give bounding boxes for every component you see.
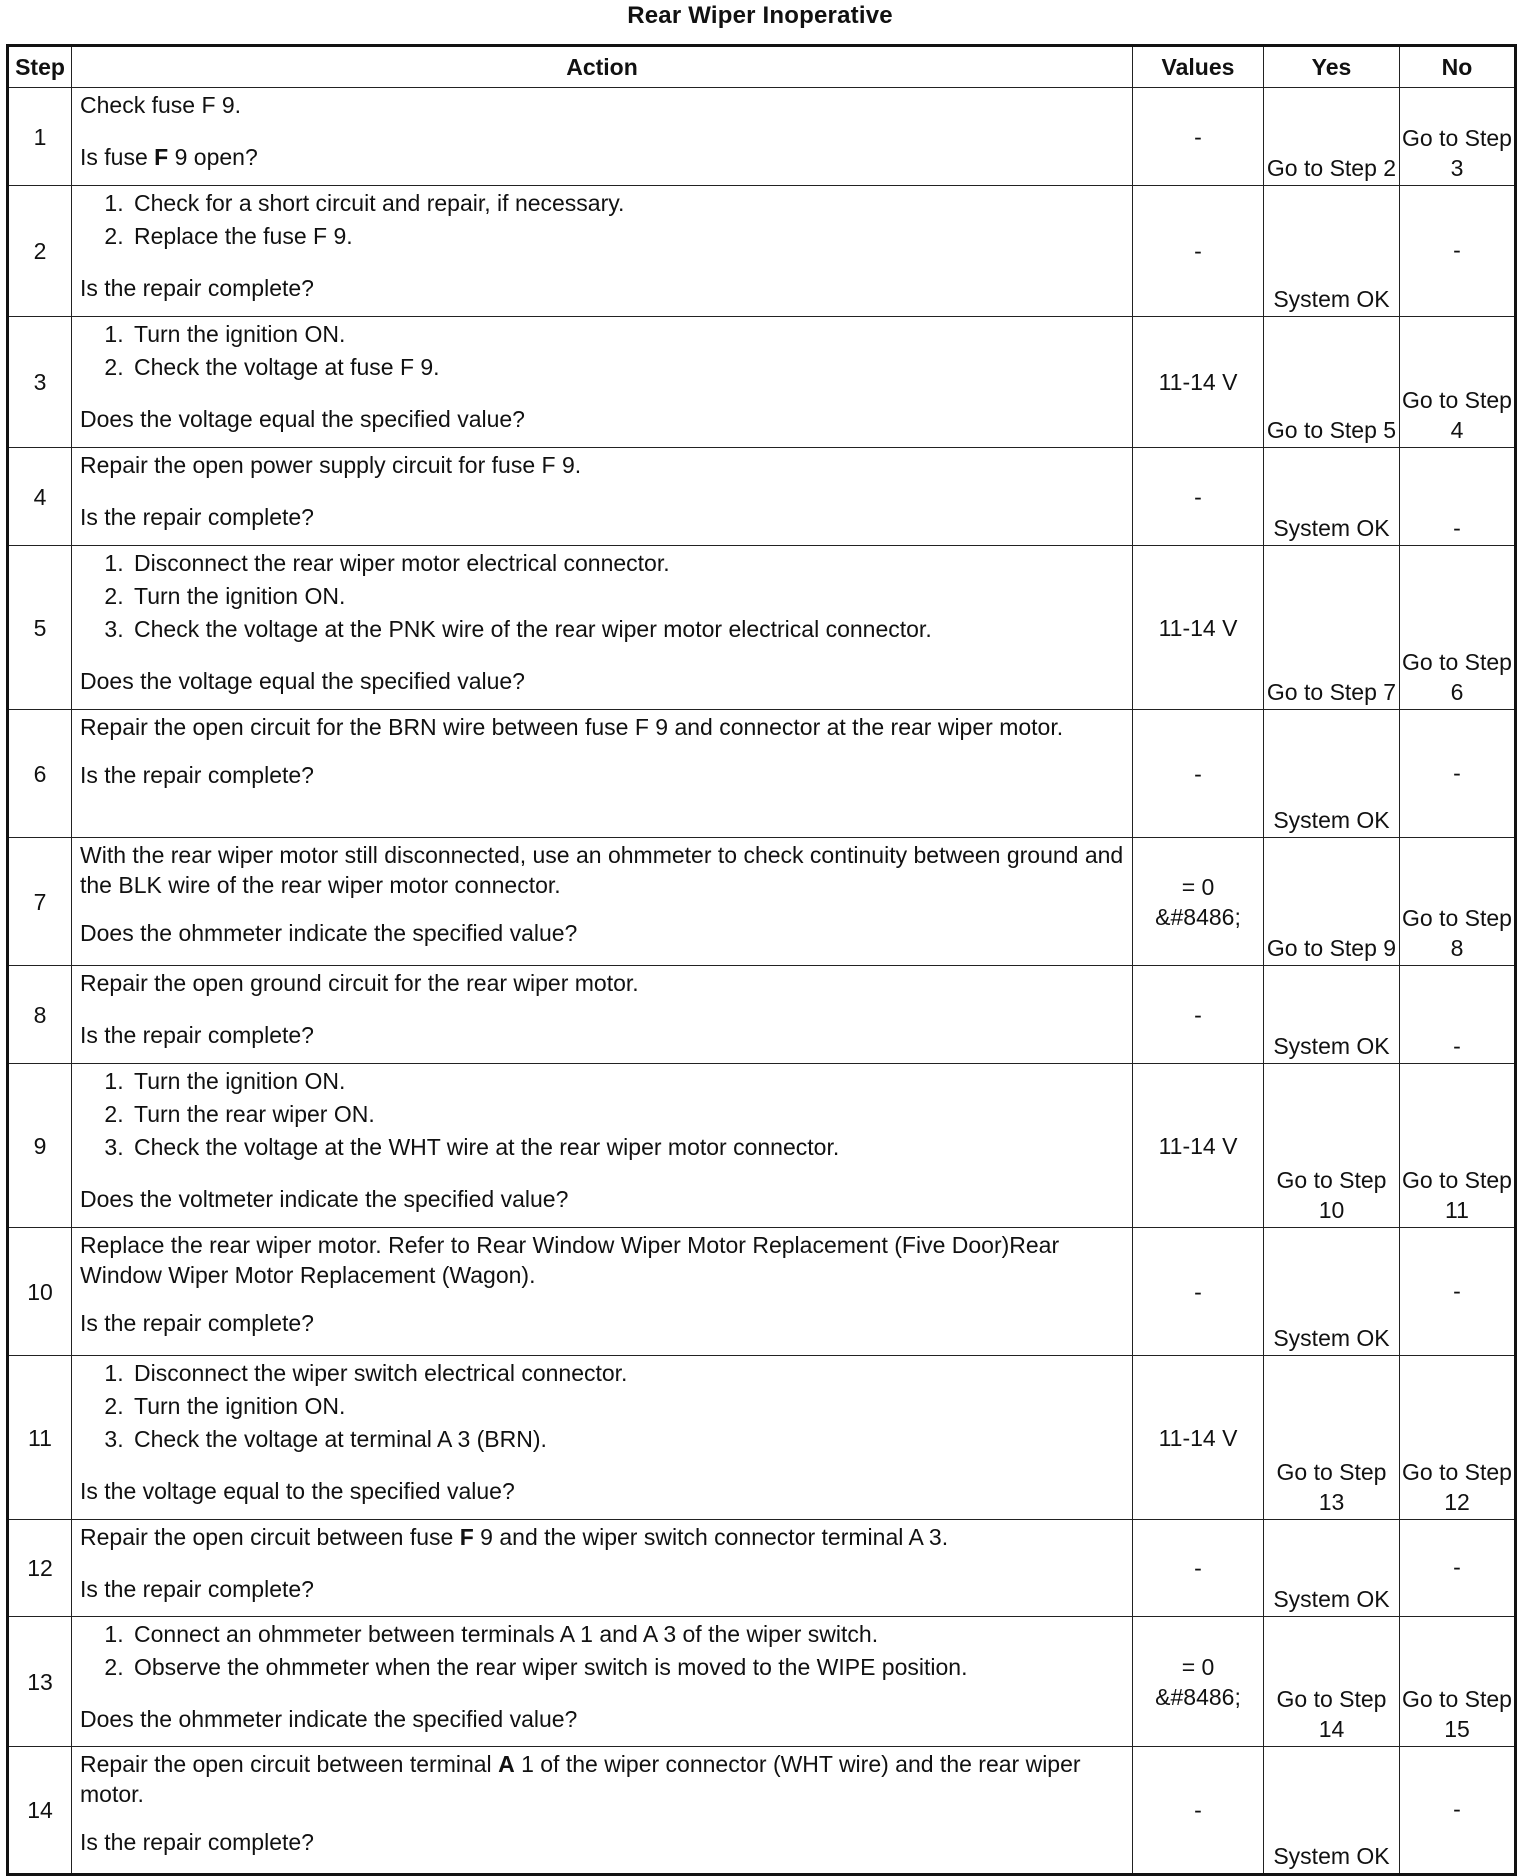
list-item: 2. Turn the ignition ON. xyxy=(130,1391,1126,1421)
values-cell xyxy=(1133,1617,1264,1747)
values-cell: - xyxy=(1133,966,1264,1064)
action-question: Is the repair complete? xyxy=(80,1829,314,1855)
action-text: Repair the open circuit for the BRN wire between fuse F 9 and connector at the rear wiper motor. xyxy=(80,714,1064,740)
table-row xyxy=(8,317,1516,448)
action-cell xyxy=(72,710,1133,838)
step-number: 12 xyxy=(8,1520,72,1617)
list-item: 1. Check for a short circuit and repair, if necessary. xyxy=(130,188,1126,218)
values-line: = 0 xyxy=(1181,873,1215,900)
no-cell: Go to Step 12 xyxy=(1400,1356,1516,1520)
yes-cell: System OK xyxy=(1264,710,1400,838)
yes-cell: Go to Step 10 xyxy=(1264,1064,1400,1228)
step-number: 1 xyxy=(8,88,72,186)
action-list xyxy=(80,1619,1126,1682)
no-cell: Go to Step 3 xyxy=(1400,88,1516,186)
list-item: 3. Check the voltage at terminal A 3 (BRN). xyxy=(130,1424,1126,1454)
action-cell xyxy=(72,838,1133,966)
values-cell: - xyxy=(1133,710,1264,838)
table-row xyxy=(8,1617,1516,1747)
table-row xyxy=(8,1228,1516,1356)
step-number: 6 xyxy=(8,710,72,838)
action-text: Repair the open circuit between terminal A 1 of the wiper connector (WHT wire) and the rear wiper motor. xyxy=(80,1751,1081,1807)
yes-cell: Go to Step 13 xyxy=(1264,1356,1400,1520)
action-list xyxy=(80,1358,1126,1454)
action-cell xyxy=(72,966,1133,1064)
action-list xyxy=(80,319,1126,382)
list-item: 2. Turn the rear wiper ON. xyxy=(130,1099,1126,1129)
action-question: Does the ohmmeter indicate the specified value? xyxy=(80,920,578,946)
values-cell: 11-14 V xyxy=(1133,546,1264,710)
step-number: 5 xyxy=(8,546,72,710)
yes-cell: Go to Step 9 xyxy=(1264,838,1400,966)
values-cell: - xyxy=(1133,88,1264,186)
table-row xyxy=(8,1747,1516,1875)
step-number: 2 xyxy=(8,186,72,317)
action-question: Is the repair complete? xyxy=(80,762,314,788)
yes-cell: System OK xyxy=(1264,1747,1400,1875)
list-item: 3. Check the voltage at the WHT wire at the rear wiper motor connector. xyxy=(130,1132,1126,1162)
yes-cell: System OK xyxy=(1264,1520,1400,1617)
no-cell: - xyxy=(1400,448,1516,546)
values-cell: - xyxy=(1133,1747,1264,1875)
action-text: With the rear wiper motor still disconnected, use an ohmmeter to check continuity between ground and the BLK wire of the rear wiper motor connector. xyxy=(80,842,1124,898)
action-text: Repair the open ground circuit for the rear wiper motor. xyxy=(80,970,639,996)
table-row xyxy=(8,710,1516,838)
header-no: No xyxy=(1400,46,1516,88)
step-number: 14 xyxy=(8,1747,72,1875)
step-number: 11 xyxy=(8,1356,72,1520)
list-item: 1. Disconnect the wiper switch electrical connector. xyxy=(130,1358,1126,1388)
table-row xyxy=(8,448,1516,546)
yes-cell: Go to Step 14 xyxy=(1264,1617,1400,1747)
list-item: 2. Observe the ohmmeter when the rear wiper switch is moved to the WIPE position. xyxy=(130,1652,1126,1682)
action-text: Repair the open circuit between fuse F 9 and the wiper switch connector terminal A 3. xyxy=(80,1524,949,1550)
yes-cell: Go to Step 2 xyxy=(1264,88,1400,186)
diagnostic-table xyxy=(6,44,1517,1876)
step-number: 3 xyxy=(8,317,72,448)
action-cell xyxy=(72,1520,1133,1617)
header-yes: Yes xyxy=(1264,46,1400,88)
action-list xyxy=(80,548,1126,644)
action-cell xyxy=(72,317,1133,448)
values-cell: - xyxy=(1133,448,1264,546)
table-row xyxy=(8,1064,1516,1228)
no-cell: - xyxy=(1400,1520,1516,1617)
list-item: 1. Turn the ignition ON. xyxy=(130,319,1126,349)
action-cell xyxy=(72,186,1133,317)
yes-cell: System OK xyxy=(1264,448,1400,546)
action-question: Is the repair complete? xyxy=(80,1310,314,1336)
action-question: Is fuse F 9 open? xyxy=(80,144,258,170)
table-row xyxy=(8,838,1516,966)
no-cell: - xyxy=(1400,1228,1516,1356)
no-cell: Go to Step 15 xyxy=(1400,1617,1516,1747)
values-cell: - xyxy=(1133,1228,1264,1356)
list-item: 1. Turn the ignition ON. xyxy=(130,1066,1126,1096)
action-cell xyxy=(72,546,1133,710)
step-number: 4 xyxy=(8,448,72,546)
action-question: Is the repair complete? xyxy=(80,1022,314,1048)
list-item: 1. Disconnect the rear wiper motor electrical connector. xyxy=(130,548,1126,578)
step-number: 13 xyxy=(8,1617,72,1747)
action-question: Does the voltage equal the specified value? xyxy=(80,406,525,432)
no-cell: - xyxy=(1400,186,1516,317)
yes-cell: System OK xyxy=(1264,186,1400,317)
list-item: 3. Check the voltage at the PNK wire of the rear wiper motor electrical connector. xyxy=(130,614,1126,644)
action-question: Does the voltmeter indicate the specified value? xyxy=(80,1186,569,1212)
step-number: 7 xyxy=(8,838,72,966)
values-cell: - xyxy=(1133,186,1264,317)
table-row xyxy=(8,1356,1516,1520)
values-line: &#8486; xyxy=(1155,1683,1241,1710)
header-row xyxy=(8,46,1516,88)
table-row xyxy=(8,546,1516,710)
yes-cell: Go to Step 7 xyxy=(1264,546,1400,710)
step-number: 10 xyxy=(8,1228,72,1356)
values-line: &#8486; xyxy=(1155,903,1241,930)
action-question: Does the ohmmeter indicate the specified value? xyxy=(80,1706,578,1732)
page-title: Rear Wiper Inoperative xyxy=(627,2,893,29)
values-cell xyxy=(1133,838,1264,966)
action-cell xyxy=(72,1356,1133,1520)
values-cell: 11-14 V xyxy=(1133,317,1264,448)
no-cell: Go to Step 6 xyxy=(1400,546,1516,710)
action-list xyxy=(80,1066,1126,1162)
no-cell: Go to Step 8 xyxy=(1400,838,1516,966)
action-question: Is the repair complete? xyxy=(80,275,314,301)
action-cell xyxy=(72,1747,1133,1875)
table-row xyxy=(8,88,1516,186)
action-question: Does the voltage equal the specified value? xyxy=(80,668,525,694)
action-cell xyxy=(72,88,1133,186)
header-values: Values xyxy=(1133,46,1264,88)
list-item: 1. Connect an ohmmeter between terminals A 1 and A 3 of the wiper switch. xyxy=(130,1619,1126,1649)
action-text: Repair the open power supply circuit for fuse F 9. xyxy=(80,452,582,478)
values-cell: 11-14 V xyxy=(1133,1356,1264,1520)
list-item: 2. Turn the ignition ON. xyxy=(130,581,1126,611)
header-action: Action xyxy=(72,46,1133,88)
action-text: Replace the rear wiper motor. Refer to Rear Window Wiper Motor Replacement (Five Door)Rear Window Wiper Motor Replacement (Wagon). xyxy=(80,1232,1060,1288)
no-cell: - xyxy=(1400,1747,1516,1875)
list-item: 2. Replace the fuse F 9. xyxy=(130,221,1126,251)
table-row xyxy=(8,966,1516,1064)
values-line: = 0 xyxy=(1181,1653,1215,1680)
values-cell: - xyxy=(1133,1520,1264,1617)
action-list xyxy=(80,188,1126,251)
step-number: 9 xyxy=(8,1064,72,1228)
no-cell: - xyxy=(1400,966,1516,1064)
no-cell: Go to Step 11 xyxy=(1400,1064,1516,1228)
action-question: Is the voltage equal to the specified value? xyxy=(80,1478,515,1504)
yes-cell: System OK xyxy=(1264,966,1400,1064)
action-question: Is the repair complete? xyxy=(80,1576,314,1602)
table-row xyxy=(8,186,1516,317)
yes-cell: System OK xyxy=(1264,1228,1400,1356)
step-number: 8 xyxy=(8,966,72,1064)
no-cell: Go to Step 4 xyxy=(1400,317,1516,448)
action-text: Check fuse F 9. xyxy=(80,92,242,118)
action-cell xyxy=(72,1617,1133,1747)
no-cell: - xyxy=(1400,710,1516,838)
action-cell xyxy=(72,1228,1133,1356)
action-cell xyxy=(72,448,1133,546)
action-question: Is the repair complete? xyxy=(80,504,314,530)
header-step: Step xyxy=(8,46,72,88)
values-cell: 11-14 V xyxy=(1133,1064,1264,1228)
yes-cell: Go to Step 5 xyxy=(1264,317,1400,448)
table-row xyxy=(8,1520,1516,1617)
list-item: 2. Check the voltage at fuse F 9. xyxy=(130,352,1126,382)
action-cell xyxy=(72,1064,1133,1228)
